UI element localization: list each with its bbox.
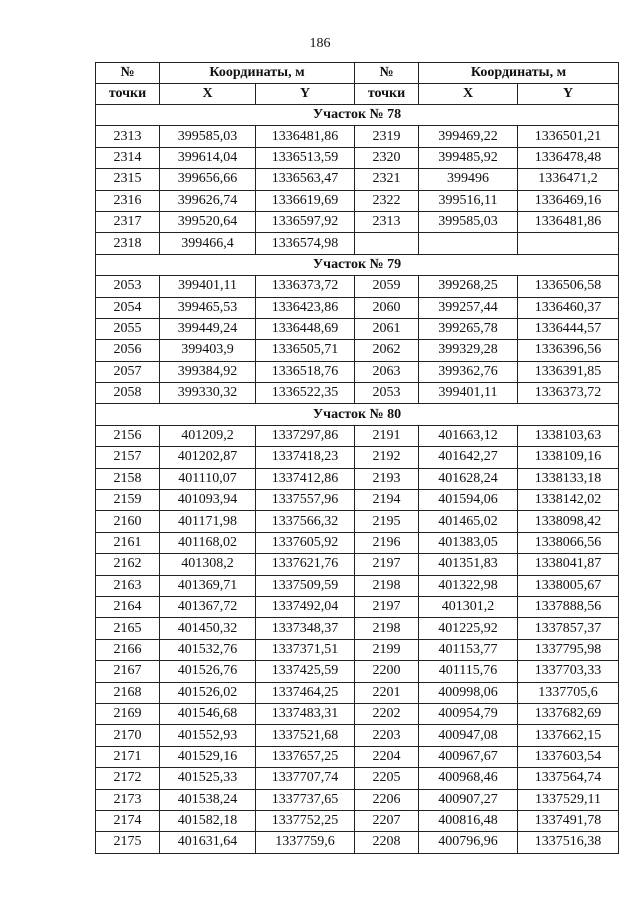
cell-point-left: 2171 (96, 746, 160, 767)
table-row (96, 618, 619, 639)
cell-point-right: 2059 (355, 276, 419, 297)
table-row (96, 211, 619, 232)
table-row (96, 383, 619, 404)
cell-y-left: 1337521,68 (256, 725, 355, 746)
table-row (96, 126, 619, 147)
cell-y-left: 1337737,65 (256, 789, 355, 810)
table-row (96, 190, 619, 211)
section-title: Участок № 79 (96, 254, 619, 275)
cell-y-left: 1336423,86 (256, 297, 355, 318)
cell-y-right: 1336396,56 (518, 340, 619, 361)
table-row (96, 661, 619, 682)
cell-x-right: 401663,12 (419, 425, 518, 446)
cell-point-right: 2198 (355, 575, 419, 596)
subheader-row (96, 84, 619, 105)
cell-x-right: 399401,11 (419, 383, 518, 404)
cell-point-right: 2192 (355, 447, 419, 468)
cell-x-right: 399585,03 (419, 211, 518, 232)
table-row (96, 169, 619, 190)
cell-x-left: 399403,9 (160, 340, 256, 361)
cell-y-left: 1337557,96 (256, 490, 355, 511)
cell-x-left: 401308,2 (160, 554, 256, 575)
section-title: Участок № 80 (96, 404, 619, 425)
cell-x-right: 401594,06 (419, 490, 518, 511)
cell-x-left: 401450,32 (160, 618, 256, 639)
cell-x-right: 399496 (419, 169, 518, 190)
cell-x-left: 399401,11 (160, 276, 256, 297)
cell-point-left: 2317 (96, 211, 160, 232)
section-title: Участок № 78 (96, 105, 619, 126)
table-row (96, 147, 619, 168)
cell-y-right: 1338041,87 (518, 554, 619, 575)
cell-y-right: 1337491,78 (518, 810, 619, 831)
cell-x-left: 401110,07 (160, 468, 256, 489)
cell-x-left: 401529,16 (160, 746, 256, 767)
cell-x-right: 401383,05 (419, 532, 518, 553)
cell-x-left: 401552,93 (160, 725, 256, 746)
cell-x-left: 399384,92 (160, 361, 256, 382)
cell-x-left: 401538,24 (160, 789, 256, 810)
cell-x-right: 400947,08 (419, 725, 518, 746)
cell-y-right: 1336444,57 (518, 318, 619, 339)
cell-point-left: 2161 (96, 532, 160, 553)
cell-x-right: 399362,76 (419, 361, 518, 382)
cell-point-left: 2168 (96, 682, 160, 703)
cell-x-left: 401526,02 (160, 682, 256, 703)
cell-point-right: 2191 (355, 425, 419, 446)
cell-x-left: 401546,68 (160, 703, 256, 724)
cell-x-left: 401582,18 (160, 810, 256, 831)
cell-x-left: 399330,32 (160, 383, 256, 404)
cell-point-right: 2062 (355, 340, 419, 361)
table-row (96, 832, 619, 853)
table-row (96, 554, 619, 575)
page-number: 186 (309, 36, 331, 51)
cell-point-left: 2314 (96, 147, 160, 168)
cell-y-left: 1336505,71 (256, 340, 355, 361)
cell-y-right: 1338098,42 (518, 511, 619, 532)
cell-point-right (355, 233, 419, 254)
cell-x-right: 401351,83 (419, 554, 518, 575)
cell-point-right: 2200 (355, 661, 419, 682)
cell-y-left: 1337371,51 (256, 639, 355, 660)
cell-x-left: 399465,53 (160, 297, 256, 318)
table-body (96, 105, 619, 854)
cell-x-left: 401525,33 (160, 768, 256, 789)
table-row (96, 297, 619, 318)
cell-x-left: 401526,76 (160, 661, 256, 682)
cell-y-left: 1337657,25 (256, 746, 355, 767)
cell-point-right: 2204 (355, 746, 419, 767)
cell-x-left: 401093,94 (160, 490, 256, 511)
cell-y-right: 1336460,37 (518, 297, 619, 318)
cell-x-right (419, 233, 518, 254)
cell-y-left: 1337707,74 (256, 768, 355, 789)
cell-x-right: 400816,48 (419, 810, 518, 831)
cell-point-left: 2175 (96, 832, 160, 853)
cell-y-right: 1338133,18 (518, 468, 619, 489)
cell-point-right: 2201 (355, 682, 419, 703)
cell-x-right: 401628,24 (419, 468, 518, 489)
cell-x-left: 399520,64 (160, 211, 256, 232)
cell-point-right: 2197 (355, 596, 419, 617)
cell-point-right: 2193 (355, 468, 419, 489)
cell-point-left: 2315 (96, 169, 160, 190)
cell-point-left: 2173 (96, 789, 160, 810)
cell-y-left: 1337509,59 (256, 575, 355, 596)
cell-point-right: 2206 (355, 789, 419, 810)
cell-y-right: 1337564,74 (518, 768, 619, 789)
cell-point-right: 2322 (355, 190, 419, 211)
cell-point-right: 2053 (355, 383, 419, 404)
cell-y-right: 1337662,15 (518, 725, 619, 746)
cell-point-right: 2198 (355, 618, 419, 639)
cell-point-left: 2057 (96, 361, 160, 382)
cell-x-left: 401631,64 (160, 832, 256, 853)
table-row (96, 810, 619, 831)
cell-x-right: 401465,02 (419, 511, 518, 532)
cell-x-right: 400967,67 (419, 746, 518, 767)
table-row (96, 768, 619, 789)
table-row (96, 318, 619, 339)
cell-y-right: 1336501,21 (518, 126, 619, 147)
cell-y-left: 1337412,86 (256, 468, 355, 489)
cell-y-left: 1336481,86 (256, 126, 355, 147)
cell-y-right: 1338005,67 (518, 575, 619, 596)
cell-point-right: 2202 (355, 703, 419, 724)
cell-point-right: 2321 (355, 169, 419, 190)
cell-y-left: 1337492,04 (256, 596, 355, 617)
cell-point-left: 2169 (96, 703, 160, 724)
cell-point-right: 2207 (355, 810, 419, 831)
cell-point-right: 2208 (355, 832, 419, 853)
cell-x-left: 401168,02 (160, 532, 256, 553)
cell-y-left: 1336619,69 (256, 190, 355, 211)
cell-x-right: 399257,44 (419, 297, 518, 318)
cell-point-left: 2164 (96, 596, 160, 617)
cell-y-right: 1336478,48 (518, 147, 619, 168)
cell-x-right: 400998,06 (419, 682, 518, 703)
cell-point-left: 2157 (96, 447, 160, 468)
cell-x-right: 399268,25 (419, 276, 518, 297)
cell-y-right: 1337888,56 (518, 596, 619, 617)
cell-x-left: 399626,74 (160, 190, 256, 211)
cell-x-right: 401301,2 (419, 596, 518, 617)
x-header-right: X (419, 84, 518, 105)
point-label-left: точки (96, 84, 160, 105)
table-row (96, 789, 619, 810)
cell-y-right: 1337682,69 (518, 703, 619, 724)
cell-y-right: 1338109,16 (518, 447, 619, 468)
table-row (96, 447, 619, 468)
cell-y-left: 1337297,86 (256, 425, 355, 446)
cell-y-right: 1337516,38 (518, 832, 619, 853)
cell-y-left: 1336518,76 (256, 361, 355, 382)
y-header-right: Y (518, 84, 619, 105)
cell-y-right: 1336471,2 (518, 169, 619, 190)
coordinates-header-left: Координаты, м (160, 63, 355, 84)
cell-point-left: 2058 (96, 383, 160, 404)
cell-point-left: 2318 (96, 233, 160, 254)
cell-y-left: 1337566,32 (256, 511, 355, 532)
table-row (96, 682, 619, 703)
section-row (96, 404, 619, 425)
cell-point-left: 2316 (96, 190, 160, 211)
cell-x-right: 401225,92 (419, 618, 518, 639)
cell-y-left: 1337483,31 (256, 703, 355, 724)
table-row (96, 468, 619, 489)
cell-point-left: 2166 (96, 639, 160, 660)
coordinates-table (95, 62, 619, 854)
cell-x-right: 401322,98 (419, 575, 518, 596)
cell-x-left: 401369,71 (160, 575, 256, 596)
section-row (96, 254, 619, 275)
cell-point-left: 2160 (96, 511, 160, 532)
cell-point-right: 2061 (355, 318, 419, 339)
cell-x-right: 399265,78 (419, 318, 518, 339)
table-row (96, 575, 619, 596)
table-row (96, 639, 619, 660)
cell-point-left: 2170 (96, 725, 160, 746)
y-header-left: Y (256, 84, 355, 105)
table-row (96, 746, 619, 767)
cell-x-left: 399614,04 (160, 147, 256, 168)
cell-x-left: 401171,98 (160, 511, 256, 532)
cell-y-left: 1336563,47 (256, 169, 355, 190)
cell-point-left: 2172 (96, 768, 160, 789)
cell-y-right: 1336506,58 (518, 276, 619, 297)
cell-point-right: 2063 (355, 361, 419, 382)
cell-y-right (518, 233, 619, 254)
cell-y-left: 1337605,92 (256, 532, 355, 553)
table-row (96, 340, 619, 361)
table-row (96, 276, 619, 297)
cell-x-left: 399466,4 (160, 233, 256, 254)
cell-point-left: 2053 (96, 276, 160, 297)
coordinates-header-right: Координаты, м (419, 63, 619, 84)
cell-y-left: 1337621,76 (256, 554, 355, 575)
table-row (96, 596, 619, 617)
cell-point-right: 2205 (355, 768, 419, 789)
cell-point-left: 2056 (96, 340, 160, 361)
point-label-right: точки (355, 84, 419, 105)
cell-x-right: 401642,27 (419, 447, 518, 468)
cell-x-left: 401209,2 (160, 425, 256, 446)
point-number-header-right: № (355, 63, 419, 84)
table-row (96, 490, 619, 511)
cell-point-right: 2196 (355, 532, 419, 553)
cell-point-left: 2055 (96, 318, 160, 339)
cell-y-left: 1337752,25 (256, 810, 355, 831)
cell-y-left: 1336574,98 (256, 233, 355, 254)
cell-x-left: 399449,24 (160, 318, 256, 339)
cell-x-left: 401202,87 (160, 447, 256, 468)
table-row (96, 725, 619, 746)
cell-point-left: 2054 (96, 297, 160, 318)
cell-y-left: 1336373,72 (256, 276, 355, 297)
cell-x-right: 399469,22 (419, 126, 518, 147)
cell-point-right: 2060 (355, 297, 419, 318)
table-row (96, 511, 619, 532)
cell-x-right: 400968,46 (419, 768, 518, 789)
cell-y-right: 1337529,11 (518, 789, 619, 810)
cell-x-right: 401115,76 (419, 661, 518, 682)
cell-y-left: 1337464,25 (256, 682, 355, 703)
x-header-left: X (160, 84, 256, 105)
cell-point-left: 2158 (96, 468, 160, 489)
cell-point-left: 2162 (96, 554, 160, 575)
cell-y-right: 1337795,98 (518, 639, 619, 660)
table-row (96, 233, 619, 254)
cell-y-right: 1337703,33 (518, 661, 619, 682)
cell-point-right: 2319 (355, 126, 419, 147)
cell-x-left: 399656,66 (160, 169, 256, 190)
cell-point-right: 2199 (355, 639, 419, 660)
cell-x-right: 401153,77 (419, 639, 518, 660)
cell-x-right: 399329,28 (419, 340, 518, 361)
cell-point-left: 2167 (96, 661, 160, 682)
cell-x-left: 401532,76 (160, 639, 256, 660)
cell-y-right: 1337603,54 (518, 746, 619, 767)
cell-y-left: 1336597,92 (256, 211, 355, 232)
cell-y-left: 1336513,59 (256, 147, 355, 168)
cell-point-right: 2197 (355, 554, 419, 575)
cell-y-right: 1337857,37 (518, 618, 619, 639)
cell-y-left: 1337418,23 (256, 447, 355, 468)
cell-point-left: 2159 (96, 490, 160, 511)
cell-y-right: 1336481,86 (518, 211, 619, 232)
header-row (96, 63, 619, 84)
cell-point-left: 2313 (96, 126, 160, 147)
cell-point-left: 2165 (96, 618, 160, 639)
cell-point-right: 2195 (355, 511, 419, 532)
cell-x-left: 401367,72 (160, 596, 256, 617)
cell-point-right: 2194 (355, 490, 419, 511)
cell-x-right: 400907,27 (419, 789, 518, 810)
cell-point-right: 2203 (355, 725, 419, 746)
cell-y-right: 1336391,85 (518, 361, 619, 382)
cell-x-right: 399516,11 (419, 190, 518, 211)
cell-y-left: 1337348,37 (256, 618, 355, 639)
cell-y-right: 1338142,02 (518, 490, 619, 511)
cell-point-right: 2313 (355, 211, 419, 232)
cell-y-right: 1337705,6 (518, 682, 619, 703)
cell-x-right: 399485,92 (419, 147, 518, 168)
cell-y-left: 1336522,35 (256, 383, 355, 404)
point-number-header-left: № (96, 63, 160, 84)
cell-point-right: 2320 (355, 147, 419, 168)
cell-x-right: 400796,96 (419, 832, 518, 853)
cell-y-left: 1337759,6 (256, 832, 355, 853)
cell-y-right: 1338066,56 (518, 532, 619, 553)
cell-point-left: 2156 (96, 425, 160, 446)
cell-y-left: 1337425,59 (256, 661, 355, 682)
cell-x-right: 400954,79 (419, 703, 518, 724)
table-row (96, 532, 619, 553)
cell-point-left: 2163 (96, 575, 160, 596)
table-row (96, 361, 619, 382)
cell-x-left: 399585,03 (160, 126, 256, 147)
cell-y-right: 1338103,63 (518, 425, 619, 446)
section-row (96, 105, 619, 126)
table-row (96, 425, 619, 446)
cell-y-right: 1336469,16 (518, 190, 619, 211)
cell-y-left: 1336448,69 (256, 318, 355, 339)
table-row (96, 703, 619, 724)
cell-y-right: 1336373,72 (518, 383, 619, 404)
cell-point-left: 2174 (96, 810, 160, 831)
